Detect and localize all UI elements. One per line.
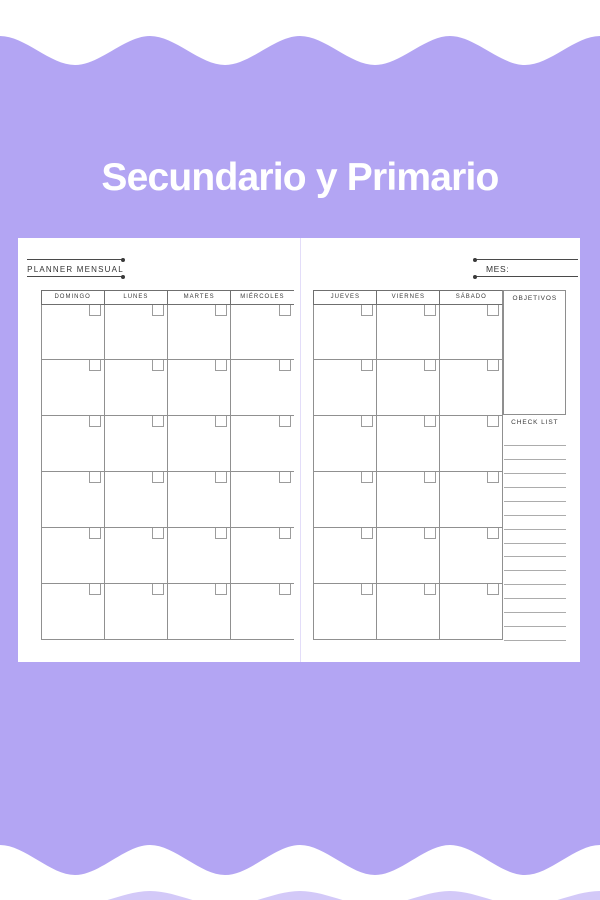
day-number-box <box>487 360 499 371</box>
day-header-lunes: LUNES <box>104 291 167 304</box>
day-cell <box>439 416 502 471</box>
day-number-box <box>424 416 436 427</box>
month-rule-bottom <box>474 276 578 277</box>
objectives-box <box>503 290 566 415</box>
day-cell <box>439 305 502 360</box>
checklist-line <box>504 584 567 585</box>
checklist-line <box>504 612 567 613</box>
day-number-box <box>424 584 436 595</box>
day-number-box <box>487 305 499 316</box>
day-header-domingo: DOMINGO <box>41 291 104 304</box>
day-cell <box>376 528 439 583</box>
day-header-miércoles: MIÉRCOLES <box>230 291 293 304</box>
day-number-box <box>361 360 373 371</box>
day-header-jueves: JUEVES <box>313 291 376 304</box>
page-gutter-divider <box>300 238 302 662</box>
day-cell <box>376 416 439 471</box>
day-cell <box>313 584 376 639</box>
day-cell <box>439 584 502 639</box>
day-number-box <box>424 528 436 539</box>
week-row <box>313 305 503 361</box>
right-week-rows <box>313 305 503 640</box>
day-number-box <box>361 305 373 316</box>
day-cell <box>313 360 376 415</box>
checklist-line <box>504 543 567 544</box>
checklist-line <box>504 598 567 599</box>
day-cell <box>313 472 376 527</box>
day-number-box <box>487 416 499 427</box>
day-number-box <box>424 360 436 371</box>
checklist-line <box>504 487 567 488</box>
right-day-header-row <box>313 290 503 305</box>
week-row <box>313 584 503 640</box>
day-number-box <box>424 305 436 316</box>
checklist-line <box>504 529 567 530</box>
day-number-box <box>487 472 499 483</box>
checklist-line <box>504 626 567 627</box>
day-number-box <box>487 584 499 595</box>
day-number-box <box>424 472 436 483</box>
checklist-line <box>504 459 567 460</box>
week-row <box>313 360 503 416</box>
day-cell <box>439 472 502 527</box>
day-cell <box>376 472 439 527</box>
checklist-line <box>504 556 567 557</box>
checklist-title: CHECK LIST <box>511 419 559 426</box>
day-number-box <box>361 584 373 595</box>
rule-end-dot <box>473 258 477 262</box>
day-header-viernes: VIERNES <box>376 291 439 304</box>
checklist-line <box>504 515 567 516</box>
checklist-line <box>504 640 567 641</box>
day-cell <box>439 360 502 415</box>
day-header-sábado: SÁBADO <box>439 291 502 304</box>
day-number-box <box>361 528 373 539</box>
bottom-wave-decoration <box>0 780 600 900</box>
planner-spread <box>18 238 580 662</box>
day-cell <box>376 584 439 639</box>
hero-title: Secundario y Primario <box>101 156 499 199</box>
day-header-martes: MARTES <box>167 291 230 304</box>
month-label: MES: <box>486 263 510 274</box>
checklist-line <box>504 570 567 571</box>
checklist-line <box>504 501 567 502</box>
day-cell <box>376 305 439 360</box>
top-wave-decoration <box>0 0 600 80</box>
rule-end-dot <box>473 275 477 279</box>
day-number-box <box>361 416 373 427</box>
left-page-title: PLANNER MENSUAL <box>27 264 124 274</box>
day-cell <box>313 528 376 583</box>
week-row <box>313 416 503 472</box>
checklist-line <box>504 473 567 474</box>
day-cell <box>313 416 376 471</box>
week-row <box>313 472 503 528</box>
objectives-title: OBJETIVOS <box>512 295 558 302</box>
day-number-box <box>487 528 499 539</box>
day-number-box <box>361 472 373 483</box>
day-cell <box>313 305 376 360</box>
calendar-grid-right <box>313 290 503 640</box>
checklist-line <box>504 445 567 446</box>
week-row <box>313 528 503 584</box>
month-rule-top <box>474 259 578 260</box>
day-cell <box>376 360 439 415</box>
day-cell <box>439 528 502 583</box>
